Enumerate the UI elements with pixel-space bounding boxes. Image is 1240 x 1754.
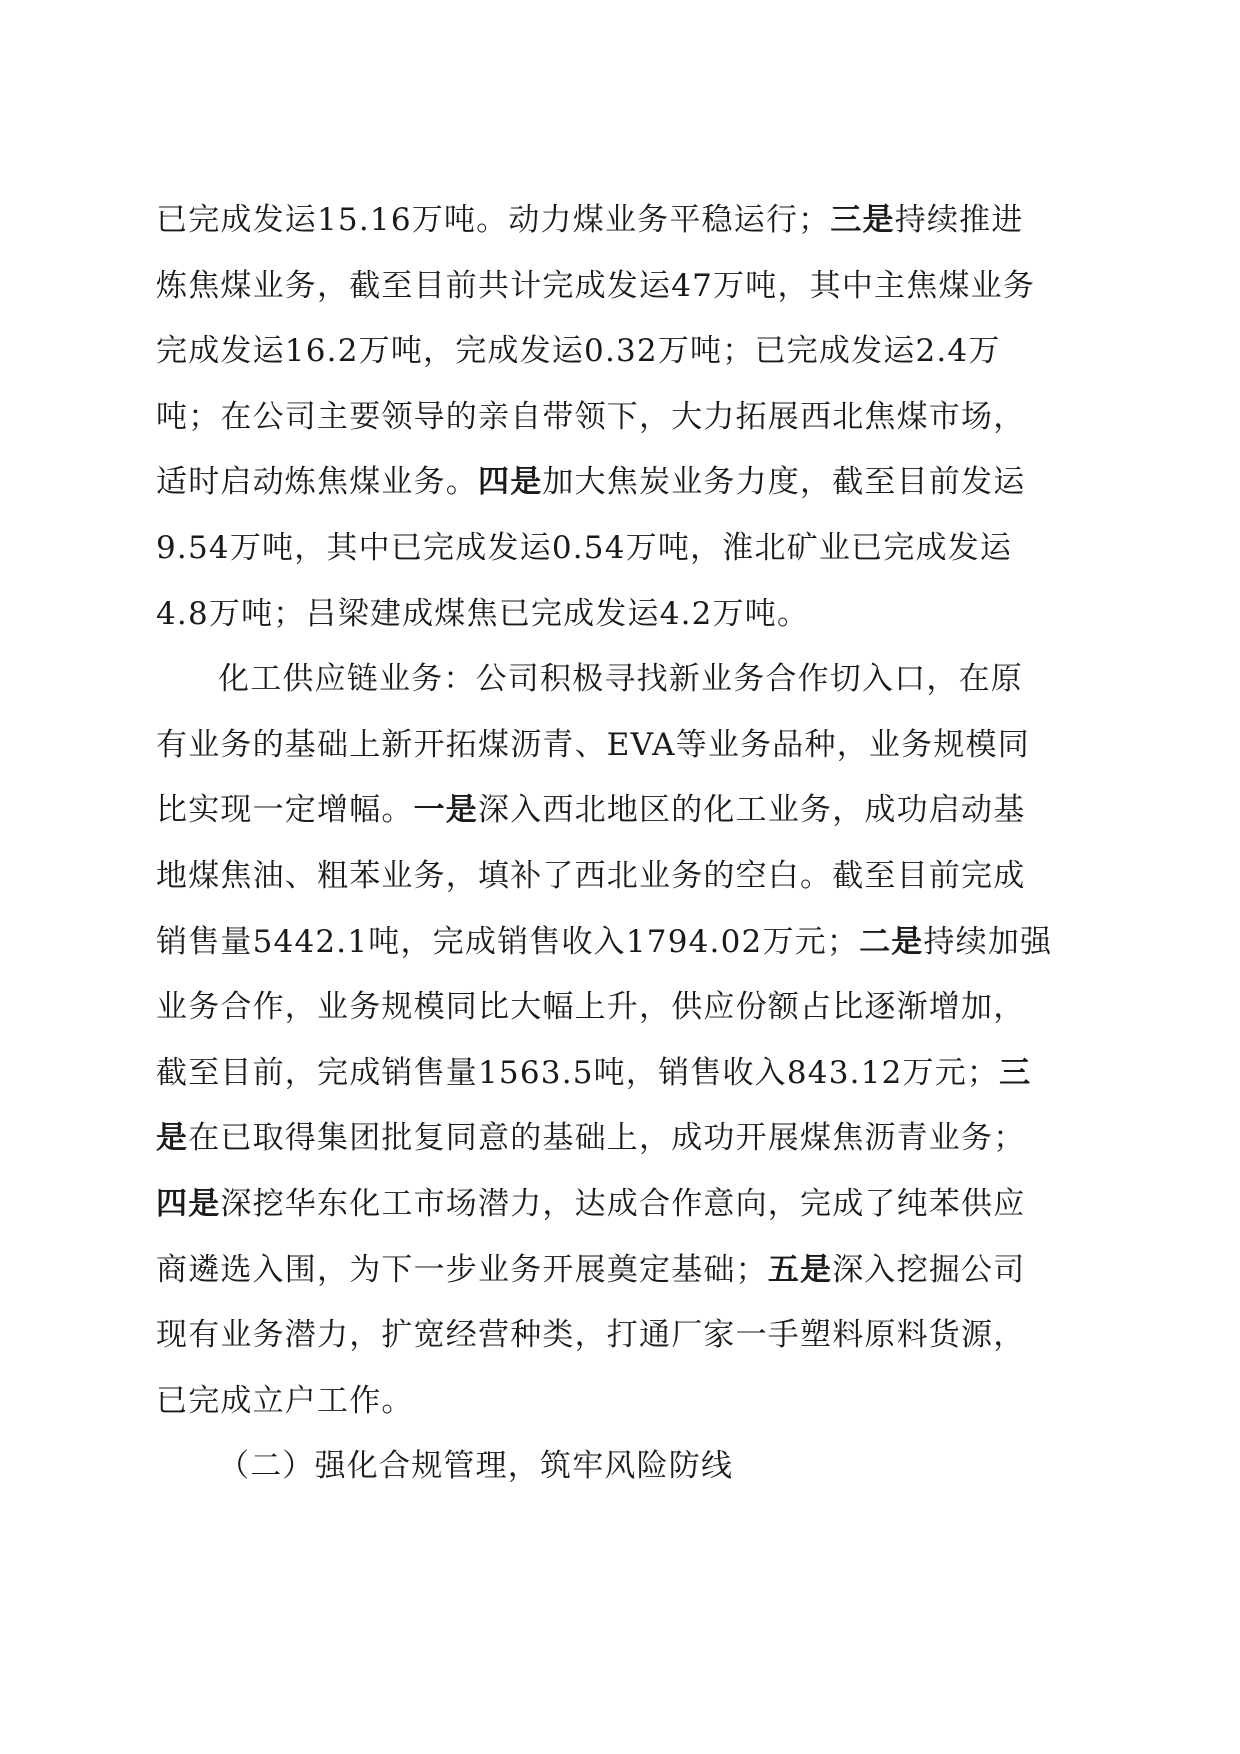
text-line: [156, 1238, 1086, 1304]
text-line: [156, 1106, 1086, 1172]
paragraph-coal-business: [156, 188, 1086, 647]
text-line: [156, 385, 1086, 451]
text-run: 地煤焦油、粗苯业务，填补了西北业务的空白。截至目前完成: [156, 857, 1026, 894]
text-line: [156, 450, 1086, 516]
text-run: 深入挖掘公司: [832, 1251, 1026, 1288]
text-run: 销售量5442.1吨，完成销售收入1794.02万元；: [156, 923, 860, 960]
text-run: 比实现一定增幅。: [156, 792, 414, 829]
text-line: [156, 188, 1086, 254]
text-run: 适时启动炼焦煤业务。: [156, 464, 478, 501]
text-line: [156, 713, 1086, 779]
text-run: 持续加强: [923, 923, 1053, 960]
text-run: 业务合作，业务规模同比大幅上升，供应份额占比逐渐增加，: [156, 989, 1026, 1026]
text-run: 化工供应链业务：公司积极寻找新业务合作切入口，在原: [218, 661, 1023, 698]
text-run: 完成发运16.2万吨，完成发运0.32万吨；已完成发运2.4万: [156, 333, 1001, 370]
paragraph-chemical-supply-chain: [156, 647, 1086, 1434]
bold-keyword: 四是: [478, 464, 543, 501]
text-run: 炼焦煤业务，截至目前共计完成发运47万吨，其中主焦煤业务: [156, 267, 1036, 304]
text-run: 持续推进: [894, 202, 1024, 238]
bold-keyword: 三: [999, 1054, 1032, 1091]
text-run: 深入西北地区的化工业务，成功启动基: [478, 792, 1026, 829]
text-line: [156, 1172, 1086, 1238]
text-run: 已完成立户工作。: [156, 1382, 414, 1419]
text-line: [156, 647, 1086, 713]
text-run: 深挖华东化工市场潜力，达成合作意向，完成了纯苯供应: [220, 1185, 1026, 1222]
text-line: [156, 582, 1086, 648]
text-line: [156, 1041, 1086, 1107]
text-run: 4.8万吨；吕梁建成煤焦已完成发运4.2万吨。: [156, 595, 810, 632]
bold-keyword: 五是: [767, 1251, 833, 1288]
section-heading-text: （二）强化合规管理，筑牢风险防线: [218, 1448, 734, 1485]
text-line: [156, 1303, 1086, 1369]
bold-keyword: 是: [156, 1120, 189, 1157]
text-run: 现有业务潜力，扩宽经营种类，打通厂家一手塑料原料货源，: [156, 1317, 1026, 1354]
text-run: 截至目前，完成销售量1563.5吨，销售收入843.12万元；: [156, 1054, 1000, 1091]
text-line: [156, 975, 1086, 1041]
section-heading: [156, 1434, 1086, 1500]
bold-keyword: 四是: [156, 1185, 221, 1222]
text-run: 在已取得集团批复同意的基础上，成功开展煤焦沥青业务；: [188, 1120, 1026, 1157]
text-run: 加大焦炭业务力度，截至目前发运: [542, 464, 1026, 501]
text-run: 有业务的基础上新开拓煤沥青、EVA等业务品种，业务规模同: [156, 726, 1030, 763]
text-run: 吨；在公司主要领导的亲自带领下，大力拓展西北焦煤市场，: [156, 398, 1026, 435]
text-line: [156, 516, 1086, 582]
document-page: [156, 188, 1086, 1500]
text-line: [156, 319, 1086, 385]
text-run: 9.54万吨，其中已完成发运0.54万吨，淮北矿业已完成发运: [156, 529, 1013, 566]
text-run: 商遴选入围，为下一步业务开展奠定基础；: [156, 1251, 768, 1288]
text-line: [156, 778, 1086, 844]
text-line: [156, 1369, 1086, 1435]
text-line: [156, 910, 1086, 976]
text-line: [156, 254, 1086, 320]
bold-keyword: 三是: [830, 202, 895, 238]
bold-keyword: 一是: [413, 792, 479, 829]
text-run: 已完成发运15.16万吨。动力煤业务平稳运行；: [156, 202, 831, 238]
text-line: [156, 844, 1086, 910]
bold-keyword: 二是: [859, 923, 924, 960]
